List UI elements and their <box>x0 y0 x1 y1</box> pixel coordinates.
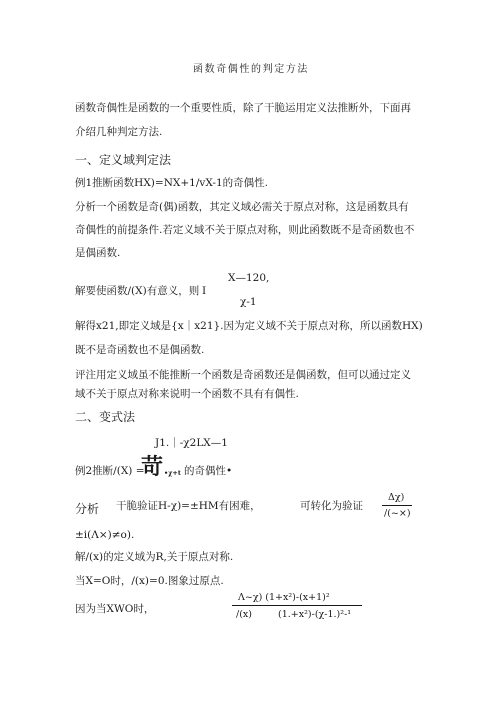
example-2-garbled-glyph: 苛 <box>141 454 164 480</box>
analysis-2-right-text: 可转化为验证 <box>300 500 363 512</box>
solution-2-fraction-denominator-right: (1.+x²)-(χ-1.)²-¹ <box>278 609 352 620</box>
solution-2-line-2: 当X=O时，/(x)=0.图象过原点. <box>75 575 224 587</box>
analysis-2-fraction-denominator: /(~×) <box>384 508 411 519</box>
intro-line-1: 函数奇偶性是函数的一个重要性质，除了干脆运用定义法推断外，下面再 <box>75 102 411 114</box>
section-2-heading: 二、变式法 <box>75 410 136 424</box>
solution-1-prefix: 解要使函数/(X)有意义，则 <box>75 285 200 297</box>
analysis-2-fraction-bar <box>382 505 412 506</box>
solution-2-line-1: 解/(x)的定义域为R,关于原点对称. <box>75 551 234 563</box>
intro-line-2: 介绍几种判定方法. <box>75 126 163 138</box>
example-2-subscript: •χ+t <box>164 469 181 477</box>
analysis-1-line-2: 奇偶性的前提条件.若定义域不关于原点对称，则此函数既不是奇函数也不 <box>75 224 415 236</box>
solution-1-bracket: I <box>202 285 207 297</box>
solution-2-line-3-prefix: 因为当XWO时， <box>75 603 155 615</box>
section-1-heading: 一、定义域判定法 <box>75 153 172 167</box>
example-2-prefix: 例2推断/(X) = <box>75 465 145 477</box>
analysis-1-line-1: 分析一个函数是奇(偶)函数，其定义域必需关于原点对称，这是函数具有 <box>75 201 409 213</box>
solution-1-line-2: 解得x21,即定义域是{x｜x21}.因为定义域不关于原点对称，所以函数HX) <box>75 320 423 332</box>
solution-1-line-3: 既不是奇函数也不是偶函数. <box>75 344 205 356</box>
example-1: 例1推断函数HX)=NX+1/vX-1的奇偶性. <box>75 177 268 189</box>
solution-1-expression-top: X—120, <box>228 272 270 284</box>
analysis-2-label: 分析 <box>75 502 100 516</box>
analysis-2-text: 干脆验证H-χ)=±HM有困难， <box>116 500 261 512</box>
comment-line-1: 评注用定义域虽不能推断一个函数是奇函数还是偶函数，但可以通过定义 <box>75 369 411 381</box>
document-title: 函数奇偶性的判定方法 <box>193 64 309 75</box>
solution-2-fraction-denominator-left: /(x) <box>236 609 252 620</box>
solution-1-expression-bottom: χ-1 <box>240 296 257 308</box>
analysis-2-fraction-numerator: Δχ) <box>388 492 405 503</box>
comment-line-2: 域不关于原点对称来说明一个函数不具有有偶性. <box>75 388 299 400</box>
example-2-suffix: 的奇偶性• <box>184 465 233 477</box>
analysis-1-line-3: 是偶函数. <box>75 247 121 259</box>
analysis-2-line-2: ±i(Λ×)≠o). <box>75 529 135 541</box>
solution-2-fraction-numerator: Λ~χ) (1+x²)-(x+1)² <box>238 592 330 603</box>
example-2-formula-top: J1.｜-χ2LX—1 <box>155 437 228 449</box>
solution-2-fraction-bar <box>232 605 362 606</box>
